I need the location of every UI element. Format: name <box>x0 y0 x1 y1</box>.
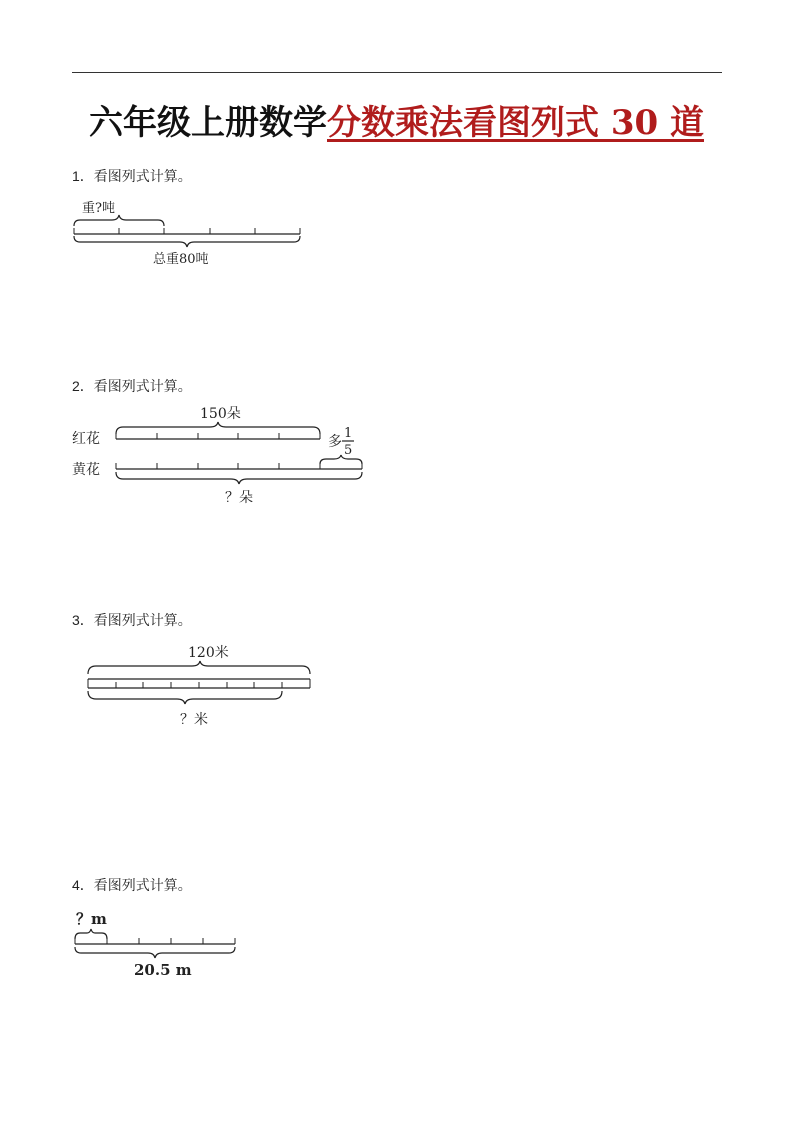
question-2-prompt: 看图列式计算。 <box>93 379 192 395</box>
question-3-diagram <box>60 636 330 736</box>
page-title <box>0 100 793 146</box>
q2-more-label: 多 <box>328 434 342 450</box>
question-1-number: 1． <box>72 168 94 184</box>
q2-extra-brace <box>320 455 362 464</box>
q3-bottom-label: ？米 <box>180 712 208 728</box>
question-1-title <box>72 166 192 186</box>
q1-bottom-label: 总重80吨 <box>153 252 209 267</box>
q2-bottom-brace <box>116 472 362 484</box>
q2-row2-label: 黄花 <box>72 462 100 478</box>
question-2-diagram <box>60 398 380 513</box>
question-2-number: 2． <box>72 378 94 394</box>
q4-bottom-label: 20.5 m <box>134 961 192 979</box>
question-2-title <box>72 376 192 396</box>
title-highlight: 分数乘法看图列式 30 道 <box>327 103 704 143</box>
question-3-number: 3． <box>72 612 94 628</box>
q1-bottom-brace <box>74 236 300 247</box>
q3-top-label: 120米 <box>188 645 229 661</box>
question-1-prompt: 看图列式计算。 <box>93 169 192 185</box>
question-3-title <box>72 610 192 630</box>
q2-row1-label: 红花 <box>72 431 100 447</box>
q2-fraction-numerator: 1 <box>344 426 353 441</box>
question-4-number: 4． <box>72 877 94 893</box>
q3-top-brace <box>88 661 310 674</box>
question-1-diagram <box>60 190 320 275</box>
question-4-prompt: 看图列式计算。 <box>93 878 192 894</box>
q4-bottom-brace <box>75 947 235 958</box>
question-3-prompt: 看图列式计算。 <box>93 613 192 629</box>
question-4-title <box>72 875 192 895</box>
q4-top-label: ？m <box>76 910 107 928</box>
q2-top-brace <box>116 422 320 434</box>
title-plain: 六年级上册数学 <box>89 103 327 143</box>
q4-top-brace <box>75 929 107 939</box>
top-rule <box>72 72 722 73</box>
q1-top-brace <box>74 215 164 226</box>
q2-fraction-denominator: 5 <box>344 443 353 458</box>
q2-bottom-label: ？朵 <box>225 490 253 506</box>
question-4-diagram <box>60 902 260 987</box>
q1-top-label: 重?吨 <box>82 201 115 216</box>
q3-bottom-brace <box>88 691 282 704</box>
q2-top-label: 150朵 <box>200 406 241 422</box>
